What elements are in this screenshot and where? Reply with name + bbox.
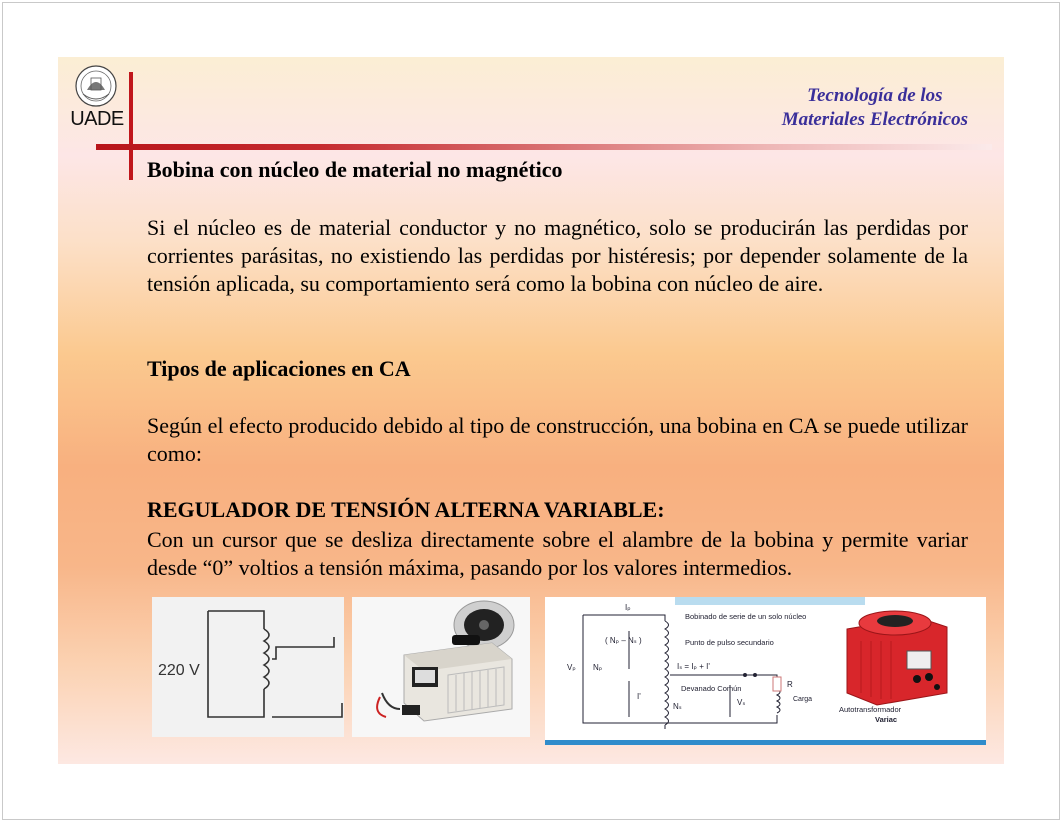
header-horizontal-bar	[96, 144, 992, 150]
np-label: Nₚ	[593, 663, 603, 672]
section3-title: REGULADOR DE TENSIÓN ALTERNA VARIABLE:	[147, 497, 665, 522]
np-ns-label: ( Nₚ – Nₛ )	[605, 636, 642, 645]
section1-paragraph: Si el núcleo es de material conductor y no magnético, solo se producirán las perdidas por corrientes parásitas, no existiendo las perdidas por histéresis; por depender solamente de la tensión aplicada, su comportamiento será como la bobina con núcleo de aire.	[147, 215, 968, 296]
section3-paragraph: Con un cursor que se desliza directamente sobre el alambre de la bobina y permite variar desde “0” voltios a tensión máxima, pasando por los valores intermedios.	[147, 527, 968, 580]
is-equation-label: Iₛ = Iₚ + I'	[677, 662, 710, 671]
course-title-line2: Materiales Electrónicos	[781, 109, 968, 130]
header-vertical-bar	[129, 72, 133, 180]
course-title-line1: Tecnología de los	[807, 85, 943, 106]
section2-paragraph: Según el efecto producido debido al tipo de construcción, una bobina en CA se puede utilizar como:	[147, 413, 968, 466]
variac-device-photo	[352, 597, 530, 737]
i-prime-label: I'	[637, 692, 641, 701]
variable-coil-schematic	[152, 597, 344, 737]
vp-label: Vₚ	[567, 663, 576, 672]
common-winding-label: Devanado Común	[681, 684, 742, 693]
course-title	[782, 84, 968, 132]
autotransformer-label: Autotransformador	[839, 705, 902, 714]
r-label: R	[787, 680, 793, 689]
autotransformer-diagram	[545, 597, 986, 745]
ns-label: Nₛ	[673, 702, 682, 711]
voltage-label: 220 V	[158, 662, 200, 679]
load-label: Carga	[793, 696, 813, 703]
variac-label: Variac	[875, 715, 898, 724]
section1-title: Bobina con núcleo de material no magnético	[147, 157, 563, 182]
section2-title: Tipos de aplicaciones en CA	[147, 356, 411, 381]
vs-label: Vₛ	[737, 698, 746, 707]
winding-label: Bobinado de serie de un solo núcleo	[685, 612, 807, 621]
tap-label: Punto de pulso secundario	[685, 638, 774, 647]
ip-label: Iₚ	[625, 603, 631, 612]
logo-text: UADE	[70, 108, 124, 130]
